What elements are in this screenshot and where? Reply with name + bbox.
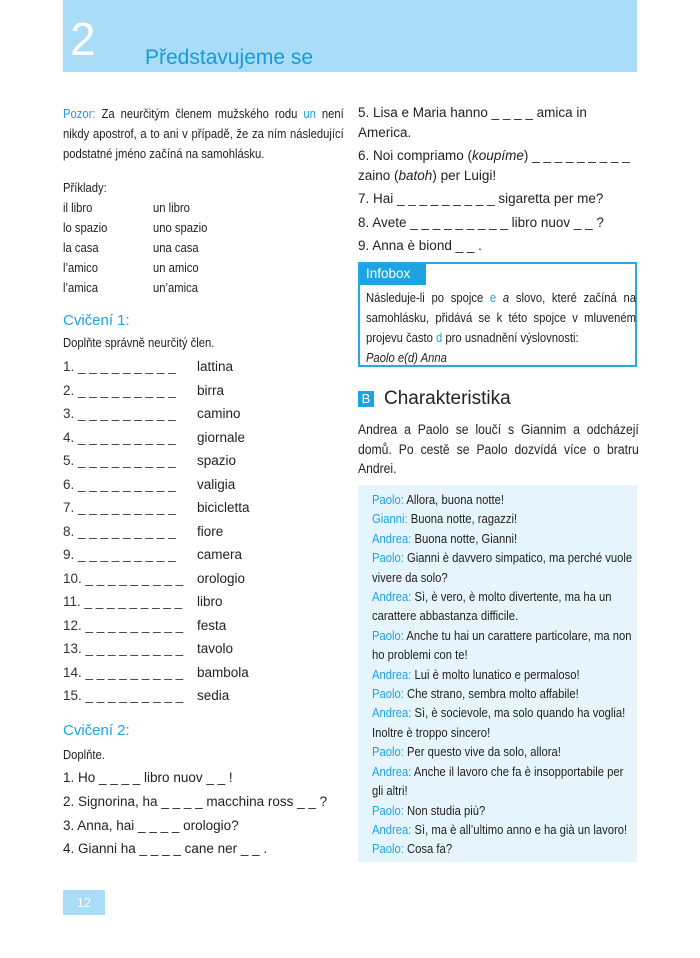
item-noun: bambola <box>197 664 249 680</box>
exercise-item <box>63 641 250 665</box>
exercise-item <box>63 688 250 712</box>
exercise-item: 2. Signorina, ha _ _ _ _ macchina ross _ _ ? <box>63 793 328 809</box>
example-row <box>63 238 333 258</box>
infobox-part: slovo, které začíná na samohlásku, přidává se k této spojce v mluveném projevu často <box>366 291 636 345</box>
item-noun: festa <box>197 617 227 633</box>
example-indefinite: una casa <box>153 241 199 255</box>
item-blank: 5. _ _ _ _ _ _ _ _ _ <box>63 453 176 468</box>
exercise-item <box>63 359 250 383</box>
dialogue-line <box>372 763 638 802</box>
item-blank: 9. _ _ _ _ _ _ _ _ _ <box>63 547 176 562</box>
speaker: Paolo: <box>372 745 404 760</box>
item-blank: 15. _ _ _ _ _ _ _ _ _ <box>63 688 184 703</box>
example-indefinite: un amico <box>153 261 199 275</box>
item-blank: 1. _ _ _ _ _ _ _ _ _ <box>63 359 176 374</box>
section-intro: Andrea a Paolo se loučí s Giannim a odcházejí domů. Po cestě se Paolo dozvídá více o bratru Andrei. <box>358 422 639 476</box>
example-definite: la casa <box>63 241 99 255</box>
exercise-item: 1. Ho _ _ _ _ libro nuov _ _ ! <box>63 770 233 785</box>
example-indefinite: un libro <box>153 201 190 215</box>
exercise-item <box>63 430 250 454</box>
utterance: Non studia più? <box>407 803 486 818</box>
examples <box>63 178 333 298</box>
example-indefinite: uno spazio <box>153 221 208 235</box>
item-noun: sedia <box>197 688 230 703</box>
page-number: 12 <box>63 890 105 915</box>
speaker: Paolo: <box>372 628 404 643</box>
exercise-item <box>63 500 250 524</box>
exercise-1-instruction: Doplňte správně neurčitý člen. <box>63 336 215 350</box>
item-blank: 12. _ _ _ _ _ _ _ _ _ <box>63 617 184 633</box>
example-row <box>63 198 333 218</box>
note-pozor <box>63 104 344 164</box>
exercise-1-list <box>63 359 250 712</box>
infobox-part: pro usnadnění výslovnosti: <box>442 331 579 345</box>
infobox-example: Paolo e(d) Anna <box>366 351 447 365</box>
item-text: ) _ _ _ _ _ _ _ _ _ zaino ( <box>358 148 630 183</box>
example-row <box>63 218 333 238</box>
example-row <box>63 278 333 298</box>
speaker: Andrea: <box>372 764 412 779</box>
utterance: Sì, è vero, è molto divertente, ma ha un carattere abbastanza difficile. <box>372 590 612 624</box>
utterance: Buona notte, ragazzi! <box>410 512 518 527</box>
dialogue-line <box>372 549 638 588</box>
speaker: Andrea: <box>372 667 412 682</box>
exercise-item: 5. Lisa e Maria hanno _ _ _ _ amica in America. <box>358 105 587 140</box>
exercise-item: 8. Avete _ _ _ _ _ _ _ _ _ libro nuov _ _ ? <box>358 214 604 230</box>
example-definite: l’amico <box>63 261 99 275</box>
example-definite: lo spazio <box>63 221 108 235</box>
note-highlight: un <box>303 107 316 121</box>
item-noun: bicicletta <box>197 500 250 515</box>
exercise-item: 7. Hai _ _ _ _ _ _ _ _ _ sigaretta per me? <box>358 191 604 206</box>
note-text: není nikdy apostrof, a to ani v případě, že za ním následující podstatné jméno začíná na samohlásku. <box>63 107 344 161</box>
speaker: Andrea: <box>372 590 412 605</box>
exercise-item <box>63 618 250 642</box>
item-noun: tavolo <box>197 641 234 656</box>
speaker: Andrea: <box>372 531 412 546</box>
speaker: Paolo: <box>372 493 404 507</box>
item-blank: 4. _ _ _ _ _ _ _ _ _ <box>63 429 176 445</box>
exercise-item <box>63 571 250 595</box>
dialogue-line <box>372 840 638 859</box>
dialogue-line <box>372 704 638 743</box>
item-blank: 3. _ _ _ _ _ _ _ _ _ <box>63 406 176 421</box>
item-noun: camera <box>197 547 243 562</box>
dialogue-box <box>358 485 637 862</box>
item-noun: lattina <box>197 359 234 374</box>
exercise-item: 4. Gianni ha _ _ _ _ cane ner _ _ . <box>63 841 268 857</box>
item-gloss: koupíme <box>472 148 524 163</box>
speaker: Paolo: <box>372 687 404 702</box>
dialogue-line <box>372 743 638 762</box>
exercise-item <box>63 547 250 571</box>
exercise-2-instruction: Doplňte. <box>63 748 105 762</box>
infobox-highlight: e <box>489 291 497 305</box>
exercise-2-list <box>63 770 327 865</box>
speaker: Paolo: <box>372 803 404 818</box>
infobox-part: Následuje-li po spojce <box>366 291 490 305</box>
item-blank: 6. _ _ _ _ _ _ _ _ _ <box>63 476 176 492</box>
item-blank: 11. _ _ _ _ _ _ _ _ _ <box>63 594 183 609</box>
exercise-2-continued <box>358 103 638 260</box>
item-blank: 10. _ _ _ _ _ _ _ _ _ <box>63 570 184 586</box>
exercise-item <box>63 406 250 430</box>
item-text: 6. Noi compriamo ( <box>358 148 473 163</box>
chapter-title: Představujeme se <box>145 46 314 69</box>
example-definite: l’amica <box>63 281 99 295</box>
item-noun: birra <box>197 382 225 398</box>
utterance: Allora, buona notte! <box>406 493 505 507</box>
infobox-part: a <box>502 291 510 305</box>
exercise-item <box>63 477 250 501</box>
section-title: Charakteristika <box>384 388 511 409</box>
dialogue-line <box>372 666 638 685</box>
item-blank: 8. _ _ _ _ _ _ _ _ _ <box>63 523 176 539</box>
utterance: Che strano, sembra molto affabile! <box>407 687 579 702</box>
utterance: Sì, ma è all’ultimo anno e ha già un lavoro! <box>414 822 628 837</box>
dialogue-line <box>372 530 638 549</box>
utterance: Anche il lavoro che fa è insopportabile per gli altri! <box>372 764 624 799</box>
item-gloss: batoh <box>398 167 433 183</box>
exercise-item <box>63 383 250 407</box>
example-row <box>63 258 333 278</box>
dialogue-line <box>372 627 638 666</box>
item-blank: 2. _ _ _ _ _ _ _ _ _ <box>63 382 176 398</box>
item-noun: libro <box>197 594 223 609</box>
utterance: Buona notte, Gianni! <box>414 531 518 546</box>
speaker: Andrea: <box>372 822 412 837</box>
utterance: Anche tu hai un carattere particolare, ma non ho problemi con te! <box>372 628 632 663</box>
infobox <box>358 262 637 367</box>
note-label: Pozor: <box>63 107 96 121</box>
speaker: Gianni: <box>372 512 408 527</box>
examples-label: Příklady: <box>63 181 107 195</box>
dialogue-line <box>372 685 638 704</box>
item-blank: 7. _ _ _ _ _ _ _ _ _ <box>63 500 176 515</box>
exercise-item <box>63 453 250 477</box>
item-noun: giornale <box>197 429 246 445</box>
chapter-number: 2 <box>70 13 96 65</box>
exercise-item <box>63 524 250 548</box>
item-noun: orologio <box>197 570 246 586</box>
exercise-item: 9. Anna è biond _ _ . <box>358 238 482 253</box>
exercise-item <box>358 146 638 185</box>
speaker: Paolo: <box>372 551 404 566</box>
item-blank: 14. _ _ _ _ _ _ _ _ _ <box>63 664 184 680</box>
utterance: Cosa fa? <box>407 842 453 857</box>
dialogue-line <box>372 821 638 840</box>
speaker: Andrea: <box>372 706 412 721</box>
speaker: Paolo: <box>372 842 404 857</box>
exercise-2-title: Cvičení 2: <box>63 722 130 739</box>
example-definite: il libro <box>63 201 93 215</box>
item-noun: spazio <box>197 453 237 468</box>
utterance: Sì, è socievole, ma solo quando ha voglia! Inoltre è troppo sincero! <box>372 706 626 740</box>
utterance: Gianni è davvero simpatico, ma perché vuole vivere da solo? <box>372 551 633 585</box>
infobox-highlight: d <box>436 331 443 345</box>
dialogue-line <box>372 510 638 529</box>
item-text: ) per Luigi! <box>432 167 497 183</box>
item-noun: valigia <box>197 476 236 492</box>
utterance: Lui è molto lunatico e permaloso! <box>414 667 580 682</box>
dialogue-line <box>372 588 638 627</box>
exercise-item: 3. Anna, hai _ _ _ _ orologio? <box>63 817 239 833</box>
exercise-1-title: Cvičení 1: <box>63 312 130 329</box>
exercise-item <box>63 594 250 618</box>
note-text: Za neurčitým členem mužského rodu <box>95 107 304 121</box>
utterance: Per questo vive da solo, allora! <box>407 745 561 760</box>
exercise-item <box>63 665 250 689</box>
section-badge: B <box>358 391 374 407</box>
infobox-label: Infobox <box>360 264 426 285</box>
example-indefinite: un’amica <box>153 281 199 295</box>
item-noun: fiore <box>197 523 224 539</box>
infobox-text <box>366 288 636 368</box>
dialogue-line <box>372 802 638 821</box>
item-noun: camino <box>197 406 241 421</box>
section-b-heading <box>358 388 511 410</box>
item-blank: 13. _ _ _ _ _ _ _ _ _ <box>63 641 184 656</box>
dialogue-line <box>372 491 638 510</box>
